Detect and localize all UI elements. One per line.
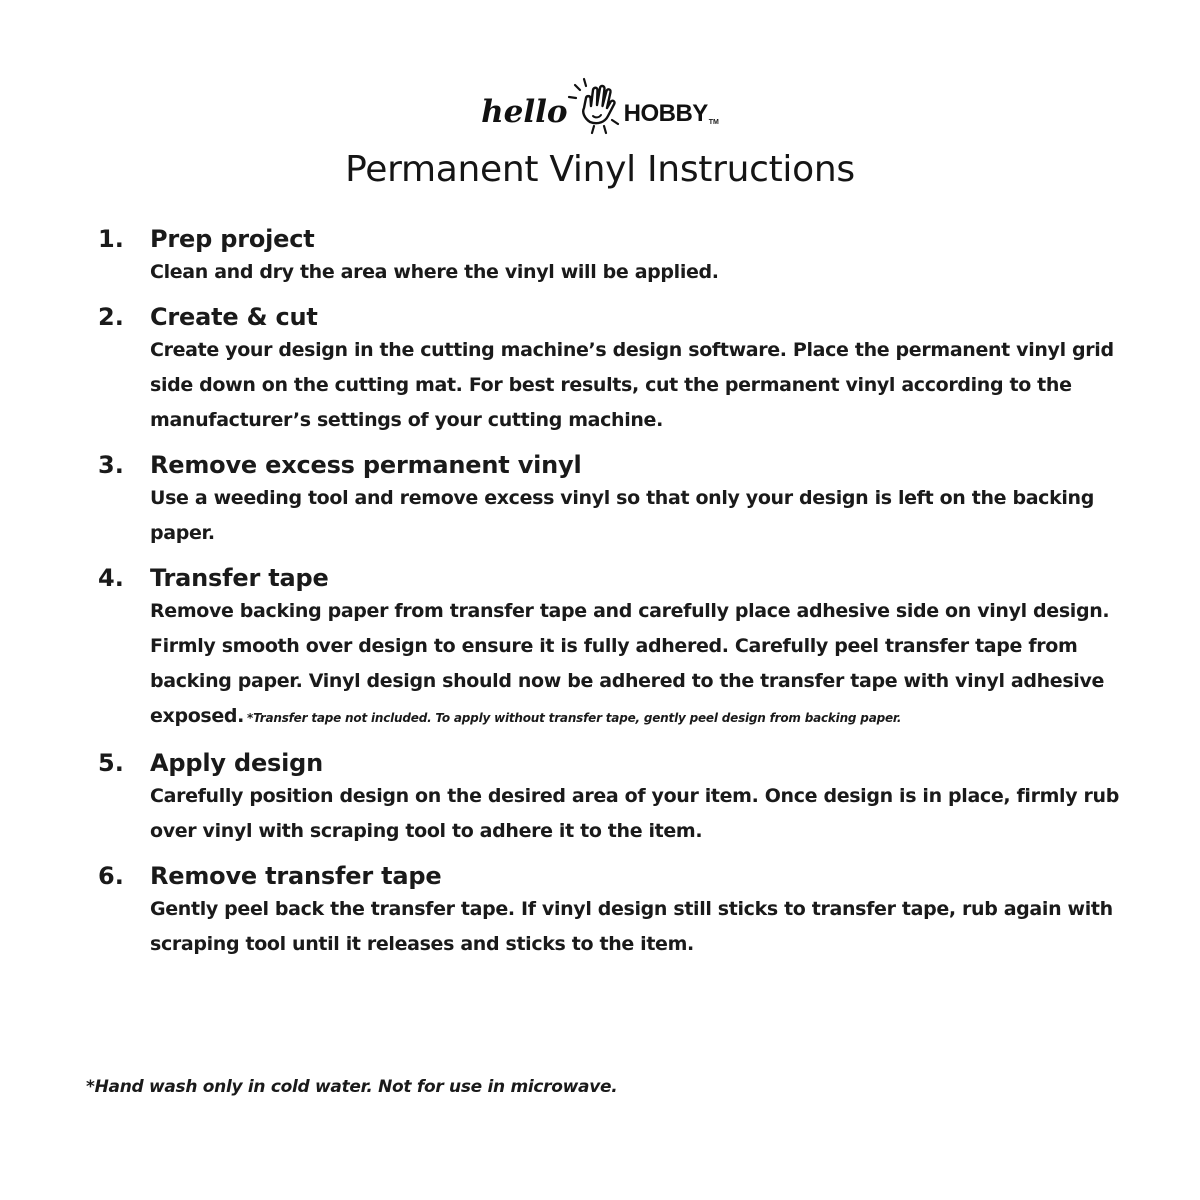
care-note: *Hand wash only in cold water. Not for use in microwave. — [86, 1077, 618, 1097]
waving-hand-icon — [566, 76, 628, 138]
step-body-text: Carefully position design on the desired area of your item. Once design is in place, firmly rub over vinyl with scraping tool to adhere it to the item. — [150, 785, 1119, 842]
instruction-steps — [98, 222, 1138, 972]
brand-hobby-text: HOBBY — [623, 100, 708, 127]
step-heading: Create & cut — [150, 303, 318, 331]
brand-trademark: TM — [708, 119, 719, 126]
step-1 — [98, 222, 1138, 290]
step-number: 3. — [98, 451, 124, 479]
step-number: 4. — [98, 564, 124, 592]
step-2 — [98, 300, 1138, 438]
step-body — [150, 481, 1138, 551]
step-body — [150, 779, 1138, 849]
step-heading: Apply design — [150, 749, 323, 777]
step-body-text: Gently peel back the transfer tape. If vinyl design still sticks to transfer tape, rub again with scraping tool until it releases and sticks to the item. — [150, 898, 1113, 955]
step-body — [150, 892, 1138, 962]
step-body-text: Remove backing paper from transfer tape and carefully place adhesive side on vinyl design. Firmly smooth over design to ensure it is fully adhered. Carefully peel transfer tape from backing paper. Vinyl design should now be adhered to the transfer tape with vinyl adhesive exposed. — [150, 600, 1110, 727]
step-4 — [98, 561, 1138, 736]
step-body-text: Use a weeding tool and remove excess vinyl so that only your design is left on the backing paper. — [150, 487, 1094, 544]
brand-hello-text: hello — [481, 94, 568, 130]
brand-logo-lockup — [481, 76, 719, 138]
step-6 — [98, 859, 1138, 962]
page-title: Permanent Vinyl Instructions — [345, 149, 855, 190]
step-5 — [98, 746, 1138, 849]
step-body-text: Create your design in the cutting machine’s design software. Place the permanent vinyl grid side down on the cutting mat. For best results, cut the permanent vinyl according to the manufacturer’s settings of your cutting machine. — [150, 339, 1114, 431]
step-heading: Prep project — [150, 225, 315, 253]
step-number: 6. — [98, 862, 124, 890]
step-number: 5. — [98, 749, 124, 777]
step-body — [150, 255, 1138, 290]
step-body-text: Clean and dry the area where the vinyl will be applied. — [150, 261, 719, 283]
step-number: 1. — [98, 225, 124, 253]
brand-logo — [0, 76, 1200, 138]
step-heading: Remove transfer tape — [150, 862, 442, 890]
step-number: 2. — [98, 303, 124, 331]
step-heading: Remove excess permanent vinyl — [150, 451, 582, 479]
step-3 — [98, 448, 1138, 551]
step-body — [150, 333, 1138, 438]
step-body — [150, 594, 1138, 736]
step-heading: Transfer tape — [150, 564, 329, 592]
step-footnote: *Transfer tape not included. To apply without transfer tape, gently peel design from backing paper. — [247, 711, 902, 725]
